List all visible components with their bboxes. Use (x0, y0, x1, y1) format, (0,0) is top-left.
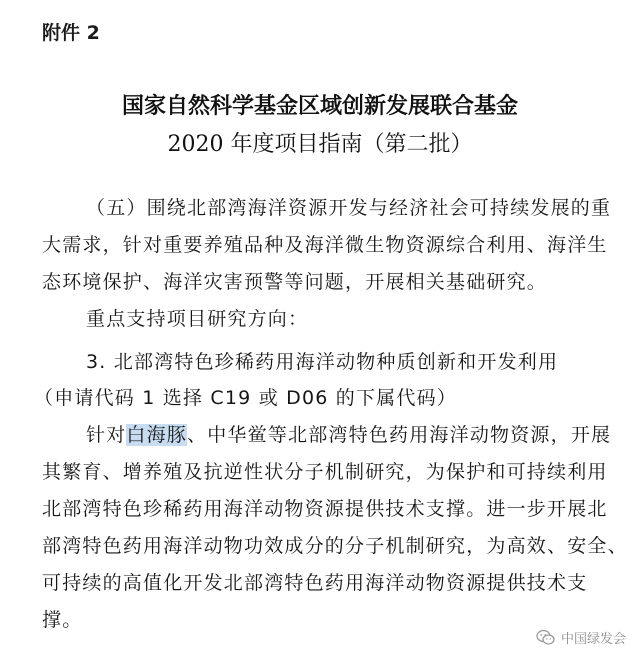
attachment-label: 附件 2 (42, 22, 100, 44)
wechat-watermark (536, 628, 626, 647)
item-title: 3. 北部湾特色珍稀药用海洋动物种质创新和开发利用 (86, 351, 559, 373)
document-title: 国家自然科学基金区域创新发展联合基金 (121, 94, 518, 119)
intro-line: 大需求，针对重要养殖品种及海洋微生物资源综合利用、海洋生 (42, 234, 608, 256)
item-body-suffix: 、中华鲎等北部湾特色药用海洋动物资源，开展 (187, 424, 612, 446)
item-body-line: 部湾特色药用海洋动物功效成分的分子机制研究，为高效、安全、 (42, 535, 628, 557)
item-code-note: （申请代码 1 选择 C19 或 D06 的下属代码） (34, 387, 457, 409)
highlighted-text: 白海豚 (126, 424, 188, 446)
document-subtitle: 2020 年度项目指南（第二批） (167, 132, 473, 157)
item-body-line: 撑。 (42, 609, 83, 631)
intro-line: （五）围绕北部湾海洋资源开发与经济社会可持续发展的重 (86, 197, 612, 219)
item-body-line (86, 422, 611, 448)
watermark-text: 中国绿发会 (560, 632, 626, 647)
intro-line: 态环境保护、海洋灾害预警等问题，开展相关基础研究。 (42, 271, 548, 293)
item-body-line: 其繁育、增养殖及抗逆性状分子机制研究，为保护和可持续利用 (42, 461, 608, 483)
item-body-prefix: 针对 (86, 424, 127, 446)
key-support-heading: 重点支持项目研究方向： (86, 308, 309, 330)
item-body-line: 北部湾特色珍稀药用海洋动物资源提供技术支撑。进一步开展北 (42, 498, 608, 520)
wechat-icon (536, 629, 556, 646)
item-body-line: 可持续的高值化开发北部湾特色药用海洋动物资源提供技术支 (42, 572, 588, 594)
